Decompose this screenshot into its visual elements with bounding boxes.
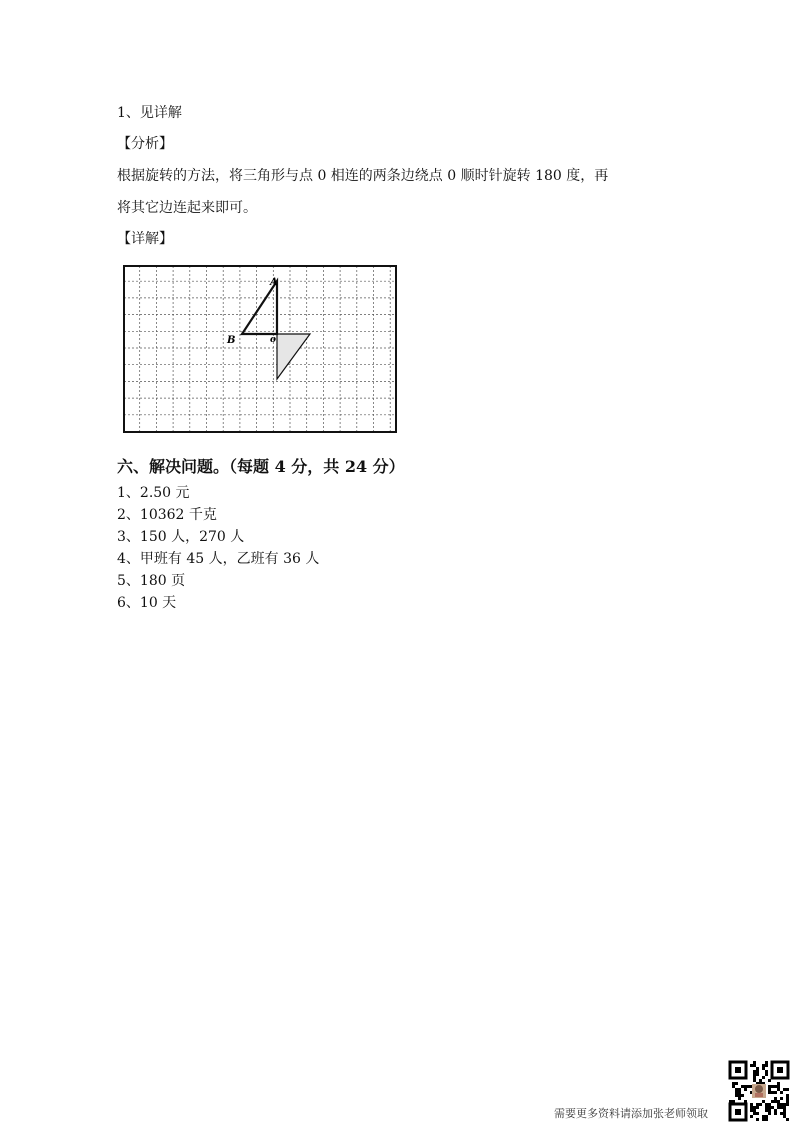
analysis-line-2: 将其它边连起来即可。 [117,200,257,216]
grid-border [124,266,396,432]
analysis-tag: 【分析】 [117,136,173,152]
qr-code-image [728,1060,790,1122]
answer-item: 1、2.50 元 [117,485,190,501]
detail-tag: 【详解】 [117,231,173,247]
grid-lines [124,266,396,432]
item-label: 1、见详解 [117,105,182,121]
answer-item: 5、180 页 [117,573,186,589]
section-heading: 六、解决问题。（每题 4 分，共 24 分） [117,457,405,476]
answer-item: 3、150 人，270 人 [117,529,245,545]
analysis-line-1: 根据旋转的方法，将三角形与点 0 相连的两条边绕点 0 顺时针旋转 180 度，再 [117,168,609,184]
answer-item: 2、10362 千克 [117,507,217,523]
footer-note: 需要更多资料请添加张老师领取 [554,1107,708,1120]
answer-item: 6、10 天 [117,595,177,611]
original-triangle [242,281,277,334]
label-o: o [270,335,277,345]
label-b: B [227,335,236,346]
label-a: A [270,277,278,288]
rotation-grid-figure [123,265,399,435]
answer-item: 4、甲班有 45 人，乙班有 36 人 [117,551,320,567]
